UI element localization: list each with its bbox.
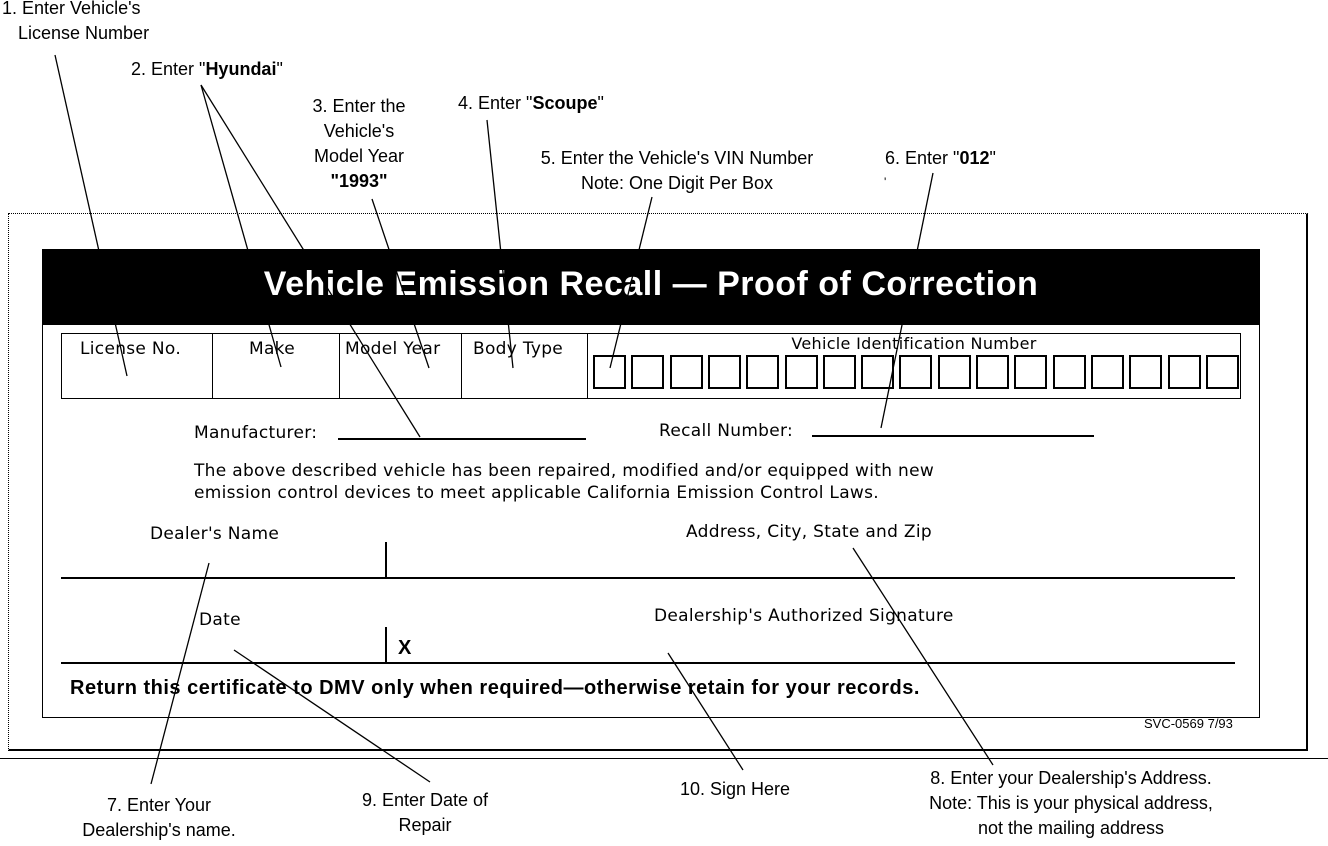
return-notice: Return this certificate to DMV only when required—otherwise retain for your records. xyxy=(70,677,920,699)
callout-6-suffix: " xyxy=(989,148,996,168)
callout-1-line-1: 1. Enter Vehicle's xyxy=(2,0,141,18)
callout-2-value: Hyundai xyxy=(205,59,277,79)
callout-9-line-2: Repair xyxy=(398,815,452,835)
leader-line-8 xyxy=(853,548,993,765)
date-label: Date xyxy=(199,610,241,630)
callout-7-line-1: 7. Enter Your xyxy=(106,795,212,815)
callout-8-line-3: not the mailing address xyxy=(977,818,1165,838)
license-no-label: License No. xyxy=(80,339,182,359)
callout-3-line-3: Model Year xyxy=(313,146,405,166)
leader-line-4 xyxy=(487,120,513,368)
signature-label: Dealership's Authorized Signature xyxy=(654,606,954,626)
leader-line-1 xyxy=(55,55,127,376)
certificate-title: Vehicle Emission Recall — Proof of Correction xyxy=(263,265,1039,303)
callout-3-line-1: 3. Enter the xyxy=(312,96,406,116)
address-label: Address, City, State and Zip xyxy=(686,522,932,542)
callout-6-prefix: 6. Enter " xyxy=(885,148,960,168)
signature-x-mark: X xyxy=(398,637,412,659)
dealer-name-label: Dealer's Name xyxy=(150,524,280,544)
callout-4-suffix: " xyxy=(597,93,604,113)
leader-line-7 xyxy=(151,563,209,784)
callout-1-line-2: License Number xyxy=(18,23,150,43)
vin-label: Vehicle Identification Number xyxy=(791,334,1037,353)
callout-10-line-1: 10. Sign Here xyxy=(680,779,791,799)
callout-6-value: 012 xyxy=(959,148,990,168)
statement-line-1: The above described vehicle has been repaired, modified and/or equipped with new xyxy=(194,461,935,481)
leader-line-2-make xyxy=(201,85,281,367)
leader-line-2-manufacturer xyxy=(201,85,420,437)
stray-mark: ' xyxy=(884,175,887,189)
callout-8-line-1: 8. Enter your Dealership's Address. xyxy=(930,768,1212,788)
callout-2-suffix: " xyxy=(276,59,283,79)
callout-4-value: Scoupe xyxy=(532,93,598,113)
callout-4-prefix: 4. Enter " xyxy=(458,93,533,113)
callout-8-line-2: Note: This is your physical address, xyxy=(929,793,1213,813)
leader-line-9 xyxy=(234,650,430,782)
callout-7-line-2: Dealership's name. xyxy=(82,820,236,840)
leader-line-5 xyxy=(610,197,652,368)
model-year-label: Model Year xyxy=(345,339,441,359)
manufacturer-label: Manufacturer: xyxy=(194,423,318,443)
statement-line-2: emission control devices to meet applicable California Emission Control Laws. xyxy=(194,483,879,503)
callout-3-line-4: "1993" xyxy=(330,171,388,191)
make-label: Make xyxy=(249,339,295,359)
callout-5-line-2: Note: One Digit Per Box xyxy=(580,173,774,193)
leader-line-3 xyxy=(372,199,429,368)
callout-5-line-1: 5. Enter the Vehicle's VIN Number xyxy=(540,148,814,168)
form-code: SVC-0569 7/93 xyxy=(1144,716,1233,731)
callout-3-line-2: Vehicle's xyxy=(323,121,395,141)
callout-2-prefix: 2. Enter " xyxy=(131,59,206,79)
leader-line-6 xyxy=(881,173,933,428)
body-type-label: Body Type xyxy=(473,339,564,359)
leader-line-10 xyxy=(668,653,743,770)
callout-9-line-1: 9. Enter Date of xyxy=(361,790,489,810)
recall-number-label: Recall Number: xyxy=(659,421,794,441)
